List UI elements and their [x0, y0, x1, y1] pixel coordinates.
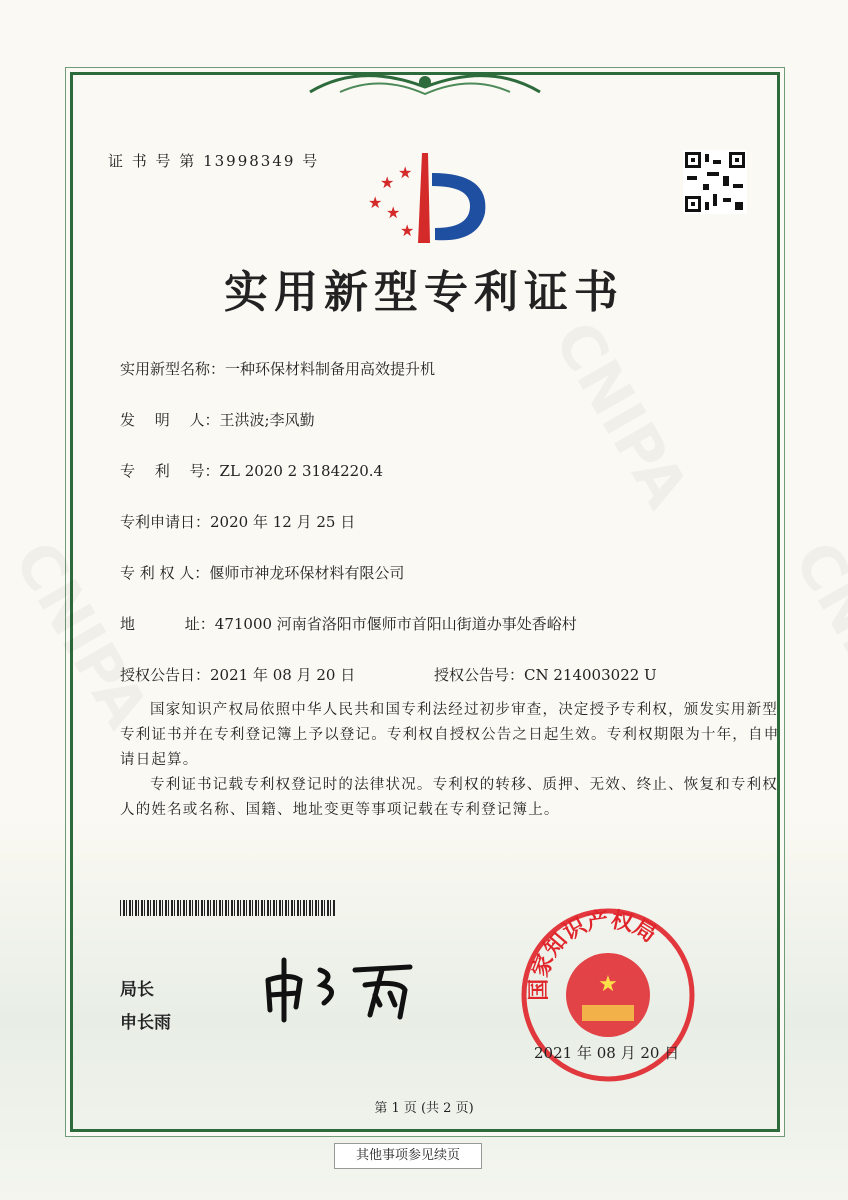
svg-text:★: ★ — [380, 173, 395, 192]
field-value: 偃师市神龙环保材料有限公司 — [209, 564, 405, 582]
field-value: 2021 年 08 月 20 日 — [210, 666, 356, 684]
svg-text:★: ★ — [368, 193, 383, 212]
field-inventors — [120, 409, 315, 430]
watermark — [780, 530, 848, 739]
qr-code — [683, 150, 747, 214]
field-address — [120, 613, 577, 634]
page-number: 第 1 页 (共 2 页) — [374, 1101, 474, 1116]
field-label: 专 利 权 人： — [120, 564, 210, 582]
field-label: 专 利 号： — [120, 462, 220, 480]
field-value: CN 214003022 U — [524, 666, 657, 684]
paragraph: 专利证书记载专利权登记时的法律状况。专利权的转移、质押、无效、终止、恢复和专利权人的姓名或名称、国籍、地址变更等事项记载在专利登记簿上。 — [120, 777, 778, 818]
svg-text:★: ★ — [386, 203, 401, 222]
field-value: 一种环保材料制备用高效提升机 — [225, 360, 436, 378]
field-patentee — [120, 562, 404, 583]
field-patent-number — [120, 460, 383, 481]
cnipa-logo — [360, 148, 495, 248]
svg-text:★: ★ — [400, 221, 415, 240]
field-value: 王洪波;李风勤 — [219, 411, 315, 429]
field-label: 专利申请日： — [120, 513, 211, 531]
svg-text:★: ★ — [398, 163, 413, 182]
field-utility-model-name — [120, 358, 435, 379]
signatory-title: 局长 — [120, 980, 154, 1000]
field-application-date — [120, 511, 355, 532]
field-value: ZL 2020 2 3184220.4 — [219, 462, 384, 480]
seal-date: 2021 年 08 月 20 日 — [534, 1044, 680, 1062]
document-title: 实用新型专利证书 — [224, 267, 624, 318]
signatory-name: 申长雨 — [120, 1013, 171, 1033]
field-grant-date — [120, 664, 355, 685]
continuation-note: 其他事项参见续页 — [334, 1143, 482, 1169]
field-label: 授权公告号： — [434, 666, 525, 684]
certificate-number: 证 书 号 第 13998349 号 — [108, 152, 320, 170]
paragraph: 国家知识产权局依照中华人民共和国专利法经过初步审查，决定授予专利权，颁发实用新型专利证书并在专利登记簿上予以登记。专利权自授权公告之日起生效。专利权期限为十年，自申请日起算。 — [120, 702, 780, 768]
signature — [260, 955, 440, 1025]
field-value: 2020 年 12 月 25 日 — [210, 513, 356, 531]
svg-text:★: ★ — [598, 972, 618, 997]
field-label: 地 址： — [120, 615, 215, 633]
field-label: 授权公告日： — [120, 666, 211, 684]
barcode — [120, 900, 335, 916]
field-announcement-number — [434, 664, 657, 685]
field-value: 471000 河南省洛阳市偃师市首阳山街道办事处香峪村 — [214, 615, 577, 633]
field-label: 实用新型名称： — [120, 360, 226, 378]
field-label: 发 明 人： — [120, 411, 220, 429]
seal-text: 国家知识产权局 — [526, 907, 661, 1001]
ornament-top — [300, 62, 550, 102]
